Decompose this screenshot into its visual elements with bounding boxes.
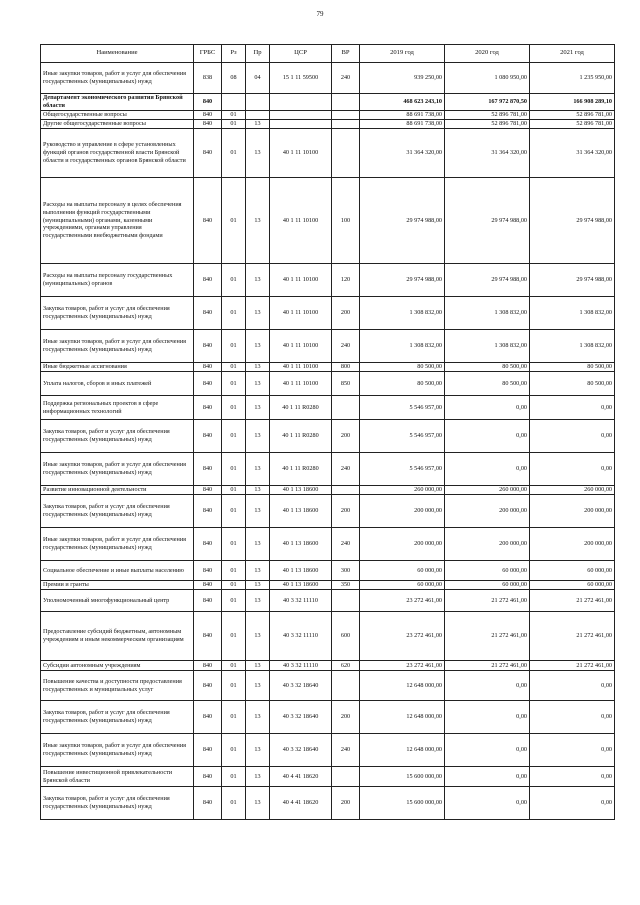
cell-y2020: 0,00 — [445, 787, 530, 820]
cell-rz: 01 — [222, 363, 246, 372]
table-row — [41, 671, 615, 701]
cell-y2019: 23 272 461,00 — [360, 612, 445, 661]
cell-y2021: 200 000,00 — [530, 495, 615, 528]
table-row — [41, 701, 615, 734]
cell-grbs: 840 — [194, 129, 222, 178]
table-row — [41, 297, 615, 330]
cell-grbs: 840 — [194, 767, 222, 787]
cell-grbs: 840 — [194, 734, 222, 767]
table-row — [41, 453, 615, 486]
cell-csr: 40 1 13 18600 — [270, 486, 332, 495]
cell-rz: 01 — [222, 612, 246, 661]
cell-rz: 01 — [222, 528, 246, 561]
cell-y2019: 12 648 000,00 — [360, 701, 445, 734]
cell-grbs: 840 — [194, 671, 222, 701]
header-pr: Пр — [246, 45, 270, 63]
table-row — [41, 734, 615, 767]
cell-csr: 40 1 11 10100 — [270, 178, 332, 264]
cell-y2019: 88 691 738,00 — [360, 111, 445, 120]
header-2020: 2020 год — [445, 45, 530, 63]
cell-grbs: 840 — [194, 701, 222, 734]
cell-pr — [246, 94, 270, 111]
cell-grbs: 840 — [194, 486, 222, 495]
cell-vr: 200 — [332, 787, 360, 820]
cell-name: Уполномоченный многофункциональный центр — [41, 590, 194, 612]
cell-vr: 240 — [332, 734, 360, 767]
cell-y2020: 0,00 — [445, 420, 530, 453]
cell-y2019: 5 546 957,00 — [360, 453, 445, 486]
table-row — [41, 420, 615, 453]
cell-y2020: 29 974 988,00 — [445, 264, 530, 297]
cell-pr: 13 — [246, 495, 270, 528]
cell-csr: 40 1 13 18600 — [270, 495, 332, 528]
cell-grbs: 840 — [194, 495, 222, 528]
cell-y2019: 80 500,00 — [360, 363, 445, 372]
cell-y2021: 80 500,00 — [530, 363, 615, 372]
cell-y2020: 1 308 832,00 — [445, 297, 530, 330]
cell-name: Предоставление субсидий бюджетным, автономным учреждениям и иным некоммерческим организациям — [41, 612, 194, 661]
cell-pr: 13 — [246, 297, 270, 330]
cell-vr: 240 — [332, 453, 360, 486]
cell-name: Расходы на выплаты персоналу государственных (муниципальных) органов — [41, 264, 194, 297]
cell-name: Закупка товаров, работ и услуг для обеспечения государственных (муниципальных) нужд — [41, 420, 194, 453]
cell-name: Общегосударственные вопросы — [41, 111, 194, 120]
cell-grbs: 840 — [194, 372, 222, 396]
cell-rz: 01 — [222, 129, 246, 178]
cell-pr: 13 — [246, 671, 270, 701]
cell-y2020: 0,00 — [445, 734, 530, 767]
cell-rz: 01 — [222, 734, 246, 767]
cell-name: Уплата налогов, сборов и иных платежей — [41, 372, 194, 396]
cell-y2020: 200 000,00 — [445, 528, 530, 561]
table-row — [41, 178, 615, 264]
cell-name: Субсидии автономным учреждениям — [41, 661, 194, 671]
cell-y2019: 200 000,00 — [360, 528, 445, 561]
cell-grbs: 840 — [194, 561, 222, 581]
table-row — [41, 590, 615, 612]
cell-grbs: 838 — [194, 63, 222, 94]
cell-pr: 13 — [246, 330, 270, 363]
cell-y2021: 80 500,00 — [530, 372, 615, 396]
cell-pr: 13 — [246, 561, 270, 581]
table-row — [41, 581, 615, 590]
cell-pr: 13 — [246, 264, 270, 297]
cell-csr: 40 4 41 18620 — [270, 767, 332, 787]
cell-pr: 13 — [246, 787, 270, 820]
cell-vr: 200 — [332, 701, 360, 734]
cell-vr: 240 — [332, 528, 360, 561]
cell-y2020: 0,00 — [445, 396, 530, 420]
cell-y2021: 29 974 988,00 — [530, 178, 615, 264]
cell-y2021: 200 000,00 — [530, 528, 615, 561]
cell-pr: 13 — [246, 372, 270, 396]
cell-y2019: 29 974 988,00 — [360, 264, 445, 297]
table-row — [41, 111, 615, 120]
cell-pr: 13 — [246, 120, 270, 129]
cell-name: Другие общегосударственные вопросы — [41, 120, 194, 129]
cell-y2021: 0,00 — [530, 787, 615, 820]
cell-vr: 120 — [332, 264, 360, 297]
cell-y2019: 260 000,00 — [360, 486, 445, 495]
cell-csr: 40 1 13 18600 — [270, 528, 332, 561]
cell-vr: 100 — [332, 178, 360, 264]
table-row — [41, 561, 615, 581]
cell-y2020: 31 364 320,00 — [445, 129, 530, 178]
cell-name: Повышение качества и доступности предоставления государственных и муниципальных услуг — [41, 671, 194, 701]
cell-pr: 13 — [246, 453, 270, 486]
cell-grbs: 840 — [194, 787, 222, 820]
cell-name: Иные закупки товаров, работ и услуг для обеспечения государственных (муниципальных) нужд — [41, 453, 194, 486]
table-row — [41, 787, 615, 820]
page-number: 79 — [316, 10, 324, 18]
cell-grbs: 840 — [194, 363, 222, 372]
cell-rz: 01 — [222, 486, 246, 495]
cell-y2019: 60 000,00 — [360, 561, 445, 581]
cell-vr — [332, 120, 360, 129]
cell-csr — [270, 111, 332, 120]
cell-vr — [332, 671, 360, 701]
cell-csr: 40 1 11 10100 — [270, 264, 332, 297]
cell-y2021: 60 000,00 — [530, 561, 615, 581]
cell-rz: 01 — [222, 787, 246, 820]
cell-y2021: 0,00 — [530, 734, 615, 767]
cell-name: Премии и гранты — [41, 581, 194, 590]
cell-csr: 40 1 11 10100 — [270, 297, 332, 330]
table-row — [41, 120, 615, 129]
cell-vr: 240 — [332, 63, 360, 94]
cell-csr: 40 1 11 R0280 — [270, 453, 332, 486]
cell-vr — [332, 396, 360, 420]
cell-y2021: 0,00 — [530, 671, 615, 701]
cell-y2021: 21 272 461,00 — [530, 612, 615, 661]
cell-csr: 40 3 32 11110 — [270, 661, 332, 671]
header-2021: 2021 год — [530, 45, 615, 63]
cell-y2020: 0,00 — [445, 453, 530, 486]
cell-grbs: 840 — [194, 453, 222, 486]
cell-y2019: 23 272 461,00 — [360, 661, 445, 671]
cell-rz: 01 — [222, 396, 246, 420]
cell-name: Повышение инвестиционной привлекательности Брянской области — [41, 767, 194, 787]
cell-grbs: 840 — [194, 590, 222, 612]
cell-pr: 13 — [246, 420, 270, 453]
cell-y2020: 167 972 870,50 — [445, 94, 530, 111]
header-csr: ЦСР — [270, 45, 332, 63]
cell-name: Закупка товаров, работ и услуг для обеспечения государственных (муниципальных) нужд — [41, 787, 194, 820]
cell-name: Иные закупки товаров, работ и услуг для обеспечения государственных (муниципальных) нужд — [41, 63, 194, 94]
cell-csr: 40 1 11 10100 — [270, 129, 332, 178]
table-row — [41, 396, 615, 420]
cell-csr: 40 3 32 18640 — [270, 734, 332, 767]
header-grbs: ГРБС — [194, 45, 222, 63]
cell-vr: 300 — [332, 561, 360, 581]
table-row — [41, 330, 615, 363]
cell-vr: 620 — [332, 661, 360, 671]
cell-pr: 13 — [246, 612, 270, 661]
cell-y2020: 21 272 461,00 — [445, 590, 530, 612]
cell-vr — [332, 767, 360, 787]
table-row — [41, 767, 615, 787]
cell-csr: 40 1 11 10100 — [270, 330, 332, 363]
budget-table — [40, 44, 615, 820]
cell-grbs: 840 — [194, 528, 222, 561]
cell-rz: 01 — [222, 495, 246, 528]
cell-name: Закупка товаров, работ и услуг для обеспечения государственных (муниципальных) нужд — [41, 495, 194, 528]
cell-pr: 13 — [246, 590, 270, 612]
cell-grbs: 840 — [194, 178, 222, 264]
table-header-row — [41, 45, 615, 63]
cell-name: Развитие инновационной деятельности — [41, 486, 194, 495]
cell-vr: 200 — [332, 297, 360, 330]
cell-rz: 01 — [222, 120, 246, 129]
cell-y2019: 23 272 461,00 — [360, 590, 445, 612]
cell-y2021: 0,00 — [530, 396, 615, 420]
cell-rz: 01 — [222, 372, 246, 396]
table-row — [41, 129, 615, 178]
cell-csr: 40 1 11 10100 — [270, 363, 332, 372]
cell-y2020: 52 896 781,00 — [445, 111, 530, 120]
cell-grbs: 840 — [194, 420, 222, 453]
cell-y2019: 939 250,00 — [360, 63, 445, 94]
cell-grbs: 840 — [194, 94, 222, 111]
table-row — [41, 495, 615, 528]
cell-csr: 40 3 32 18640 — [270, 671, 332, 701]
cell-vr — [332, 486, 360, 495]
cell-csr: 40 3 32 18640 — [270, 701, 332, 734]
cell-y2019: 5 546 957,00 — [360, 420, 445, 453]
cell-pr: 13 — [246, 661, 270, 671]
cell-rz: 08 — [222, 63, 246, 94]
header-rz: Рз — [222, 45, 246, 63]
cell-pr: 13 — [246, 734, 270, 767]
cell-rz: 01 — [222, 297, 246, 330]
cell-vr: 850 — [332, 372, 360, 396]
cell-vr: 200 — [332, 420, 360, 453]
cell-name: Поддержка региональных проектов в сфере информационных технологий — [41, 396, 194, 420]
cell-y2021: 0,00 — [530, 767, 615, 787]
header-vr: ВР — [332, 45, 360, 63]
cell-pr: 13 — [246, 363, 270, 372]
cell-y2020: 21 272 461,00 — [445, 661, 530, 671]
cell-y2020: 60 000,00 — [445, 561, 530, 581]
cell-vr — [332, 590, 360, 612]
cell-y2021: 0,00 — [530, 453, 615, 486]
cell-y2020: 0,00 — [445, 767, 530, 787]
cell-pr: 13 — [246, 129, 270, 178]
cell-pr — [246, 111, 270, 120]
table-row — [41, 264, 615, 297]
cell-rz: 01 — [222, 767, 246, 787]
cell-csr: 15 1 11 59500 — [270, 63, 332, 94]
cell-name: Иные закупки товаров, работ и услуг для обеспечения государственных (муниципальных) нужд — [41, 528, 194, 561]
cell-y2019: 88 691 738,00 — [360, 120, 445, 129]
header-name: Наименование — [41, 45, 194, 63]
cell-grbs: 840 — [194, 330, 222, 363]
cell-rz: 01 — [222, 590, 246, 612]
cell-y2020: 80 500,00 — [445, 372, 530, 396]
cell-rz: 01 — [222, 671, 246, 701]
cell-name: Социальное обеспечение и иные выплаты населению — [41, 561, 194, 581]
cell-y2019: 1 308 832,00 — [360, 297, 445, 330]
table-row — [41, 612, 615, 661]
cell-y2021: 29 974 988,00 — [530, 264, 615, 297]
cell-y2021: 1 308 832,00 — [530, 330, 615, 363]
cell-csr — [270, 94, 332, 111]
cell-grbs: 840 — [194, 297, 222, 330]
cell-y2020: 1 308 832,00 — [445, 330, 530, 363]
cell-vr — [332, 111, 360, 120]
cell-rz: 01 — [222, 264, 246, 297]
table-row — [41, 363, 615, 372]
cell-y2020: 29 974 988,00 — [445, 178, 530, 264]
table-row — [41, 94, 615, 111]
cell-name: Расходы на выплаты персоналу в целях обеспечения выполнения функций государственными (муниципальными) органами, казенными учреждениями, органами управления государственными внебюджетными фондами — [41, 178, 194, 264]
cell-y2020: 21 272 461,00 — [445, 612, 530, 661]
cell-y2021: 60 000,00 — [530, 581, 615, 590]
cell-pr: 13 — [246, 178, 270, 264]
cell-vr — [332, 94, 360, 111]
cell-y2021: 1 308 832,00 — [530, 297, 615, 330]
cell-name: Руководство и управление в сфере установленных функций органов государственной власти Брянской области и государственных органов Брянской области — [41, 129, 194, 178]
cell-y2019: 468 623 243,10 — [360, 94, 445, 111]
cell-csr: 40 1 13 18600 — [270, 561, 332, 581]
table-row — [41, 372, 615, 396]
cell-rz: 01 — [222, 453, 246, 486]
cell-csr: 40 3 32 11110 — [270, 612, 332, 661]
cell-y2020: 52 896 781,00 — [445, 120, 530, 129]
cell-y2019: 5 546 957,00 — [360, 396, 445, 420]
cell-rz: 01 — [222, 178, 246, 264]
cell-y2021: 0,00 — [530, 420, 615, 453]
cell-y2019: 200 000,00 — [360, 495, 445, 528]
cell-pr: 13 — [246, 767, 270, 787]
cell-pr: 13 — [246, 486, 270, 495]
cell-grbs: 840 — [194, 111, 222, 120]
cell-rz: 01 — [222, 561, 246, 581]
cell-csr: 40 1 11 R0280 — [270, 420, 332, 453]
cell-name: Закупка товаров, работ и услуг для обеспечения государственных (муниципальных) нужд — [41, 297, 194, 330]
table-row — [41, 528, 615, 561]
cell-y2019: 15 600 000,00 — [360, 767, 445, 787]
cell-csr — [270, 120, 332, 129]
cell-pr: 13 — [246, 396, 270, 420]
cell-name: Иные закупки товаров, работ и услуг для обеспечения государственных (муниципальных) нужд — [41, 734, 194, 767]
cell-y2021: 21 272 461,00 — [530, 661, 615, 671]
cell-y2019: 12 648 000,00 — [360, 671, 445, 701]
cell-rz: 01 — [222, 701, 246, 734]
cell-vr: 200 — [332, 495, 360, 528]
cell-y2019: 31 364 320,00 — [360, 129, 445, 178]
cell-pr: 13 — [246, 581, 270, 590]
table-row — [41, 486, 615, 495]
cell-vr: 800 — [332, 363, 360, 372]
cell-y2019: 12 648 000,00 — [360, 734, 445, 767]
cell-rz: 01 — [222, 420, 246, 453]
cell-y2021: 260 000,00 — [530, 486, 615, 495]
cell-y2021: 166 908 289,10 — [530, 94, 615, 111]
cell-rz: 01 — [222, 581, 246, 590]
cell-csr: 40 1 11 R0280 — [270, 396, 332, 420]
cell-name: Иные бюджетные ассигнования — [41, 363, 194, 372]
cell-csr: 40 3 32 11110 — [270, 590, 332, 612]
cell-rz: 01 — [222, 661, 246, 671]
cell-y2019: 15 600 000,00 — [360, 787, 445, 820]
cell-grbs: 840 — [194, 264, 222, 297]
cell-csr: 40 1 13 18600 — [270, 581, 332, 590]
cell-y2019: 60 000,00 — [360, 581, 445, 590]
header-2019: 2019 год — [360, 45, 445, 63]
cell-y2021: 21 272 461,00 — [530, 590, 615, 612]
table-row — [41, 661, 615, 671]
cell-y2020: 60 000,00 — [445, 581, 530, 590]
table-row — [41, 63, 615, 94]
cell-vr: 600 — [332, 612, 360, 661]
cell-y2021: 52 896 781,00 — [530, 111, 615, 120]
cell-csr: 40 1 11 10100 — [270, 372, 332, 396]
cell-y2021: 31 364 320,00 — [530, 129, 615, 178]
cell-vr — [332, 129, 360, 178]
cell-pr: 13 — [246, 701, 270, 734]
cell-name: Иные закупки товаров, работ и услуг для обеспечения государственных (муниципальных) нужд — [41, 330, 194, 363]
cell-vr: 350 — [332, 581, 360, 590]
cell-y2020: 80 500,00 — [445, 363, 530, 372]
cell-y2020: 0,00 — [445, 671, 530, 701]
cell-y2021: 52 896 781,00 — [530, 120, 615, 129]
cell-rz: 01 — [222, 111, 246, 120]
cell-y2019: 1 308 832,00 — [360, 330, 445, 363]
cell-grbs: 840 — [194, 581, 222, 590]
cell-name: Закупка товаров, работ и услуг для обеспечения государственных (муниципальных) нужд — [41, 701, 194, 734]
cell-y2021: 0,00 — [530, 701, 615, 734]
cell-y2020: 0,00 — [445, 701, 530, 734]
cell-rz — [222, 94, 246, 111]
cell-grbs: 840 — [194, 612, 222, 661]
cell-y2019: 29 974 988,00 — [360, 178, 445, 264]
cell-y2020: 1 080 950,00 — [445, 63, 530, 94]
cell-y2020: 260 000,00 — [445, 486, 530, 495]
cell-rz: 01 — [222, 330, 246, 363]
cell-y2019: 80 500,00 — [360, 372, 445, 396]
cell-grbs: 840 — [194, 120, 222, 129]
cell-grbs: 840 — [194, 661, 222, 671]
cell-vr: 240 — [332, 330, 360, 363]
cell-grbs: 840 — [194, 396, 222, 420]
cell-y2020: 200 000,00 — [445, 495, 530, 528]
cell-csr: 40 4 41 18620 — [270, 787, 332, 820]
cell-y2021: 1 235 950,00 — [530, 63, 615, 94]
cell-name: Департамент экономического развития Брянской области — [41, 94, 194, 111]
cell-pr: 04 — [246, 63, 270, 94]
cell-pr: 13 — [246, 528, 270, 561]
